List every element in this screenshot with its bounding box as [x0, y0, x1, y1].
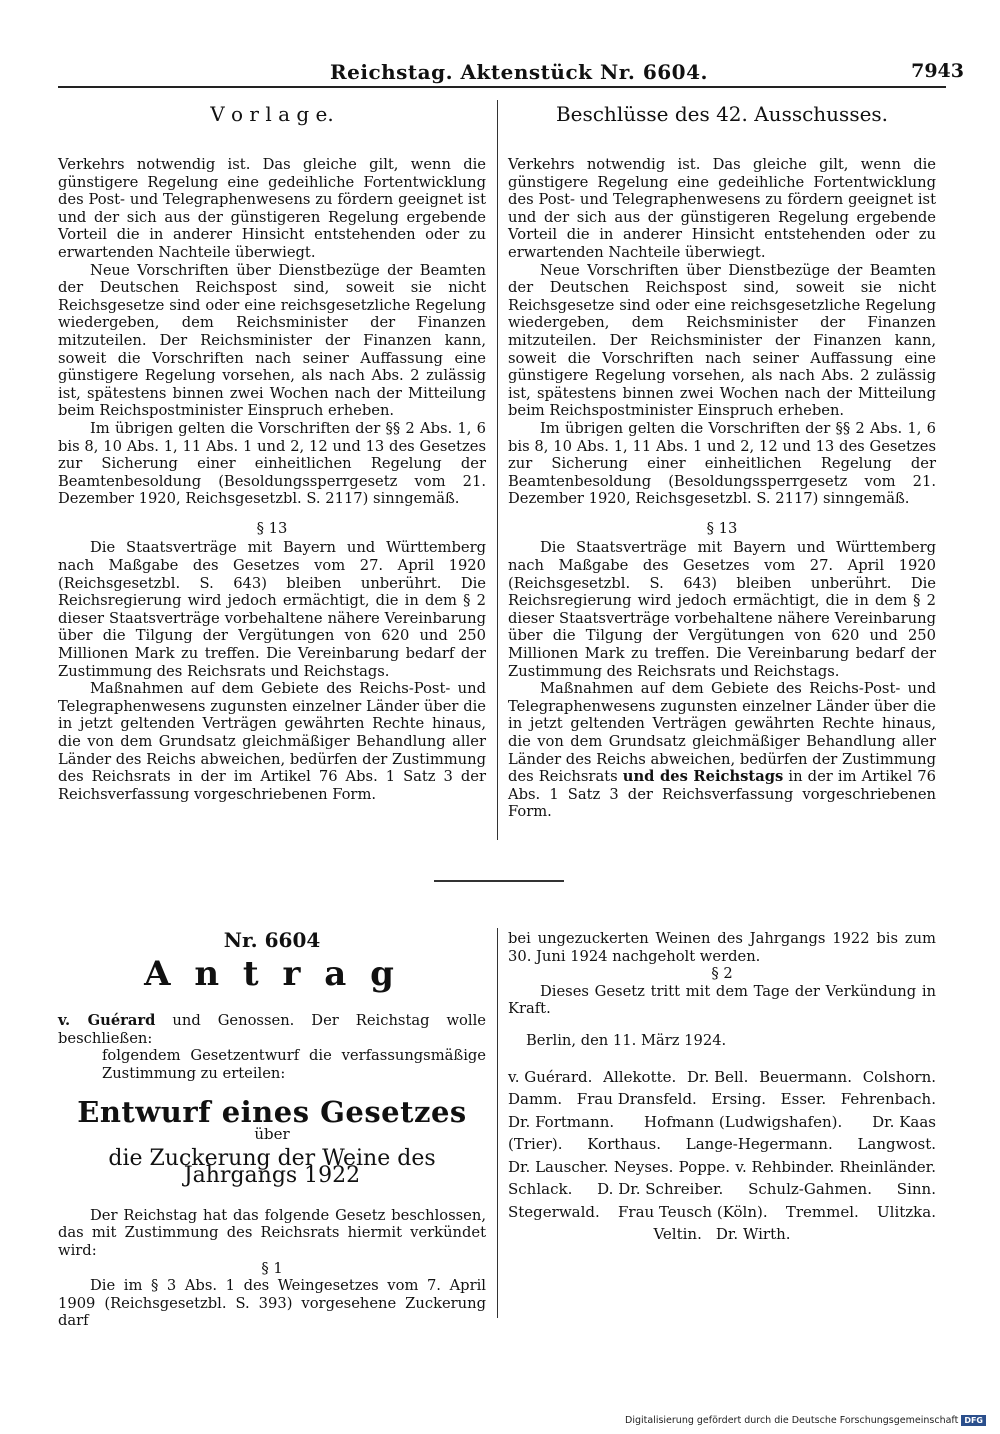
draft-law-ueber: über — [254, 1124, 290, 1143]
signer-name: v. Rehbinder. — [735, 1157, 835, 1176]
paragraph: Die Staatsverträge mit Bayern und Württemberg nach Maßgabe des Gesetzes vom 27. April 1920 (Reichsgesetzbl. S. 643) bleiben unberührt. Die Reichsregierung wird jedoch ermächtigt, die in dem § 2 dieser Staatsverträge vorbehaltene nähere Vereinbarung über die Tilgung der Vergütungen von 620 und 250 Millionen Mark zu treffen. Die Vereinbarung bedarf der Zustimmung des Reichsrats und Reichstags. — [508, 539, 936, 680]
signer-name: Poppe. — [678, 1157, 731, 1176]
signatories — [508, 1066, 936, 1246]
antrag-right-body — [508, 930, 936, 1246]
section-separator-rule — [434, 880, 564, 882]
credit-text: Digitalisierung gefördert durch die Deutsche Forschungsgemeinschaft — [625, 1415, 959, 1426]
page-number: 7943 — [911, 60, 964, 82]
signer-name: Hofmann (Ludwigshafen). — [644, 1112, 843, 1131]
amendment-bold-text: und des Reichstags — [622, 768, 784, 786]
text-run: und Genossen. Der Reichstag wolle beschließen: — [58, 1012, 486, 1047]
antrag-title: A n t r a g — [144, 954, 400, 994]
signer-name: Stegerwald. — [508, 1202, 600, 1221]
signer-name: Damm. — [508, 1090, 563, 1109]
document-number: Nr. 6604 — [223, 928, 321, 952]
draft-law-subtitle: die Zuckerung der Weine des Jahrgangs 1922 — [108, 1145, 436, 1189]
header-rule — [58, 86, 946, 88]
signer-name: Colshorn. — [862, 1067, 936, 1086]
signer-name: Esser. — [780, 1090, 827, 1109]
paragraph: Die Staatsverträge mit Bayern und Württemberg nach Maßgabe des Gesetzes vom 27. April 1920 (Reichsgesetzbl. S. 643) bleiben unberührt. Die Reichsregierung wird jedoch ermächtigt, die in dem § 2 dieser Staatsverträge vorbehaltene nähere Vereinbarung über die Tilgung der Vergütungen von 620 und 250 Millionen Mark zu treffen. Die Vereinbarung bedarf der Zustimmung des Reichsrats und Reichstags. — [58, 539, 486, 680]
dfg-logo: DFG — [961, 1415, 986, 1426]
antrag-left-body — [58, 1012, 486, 1330]
right-column-heading: Beschlüsse des 42. Ausschusses. — [555, 102, 889, 126]
section-1-continuation: bei ungezuckerten Weinen des Jahrgangs 1922 bis zum 30. Juni 1924 nachgeholt werden. — [508, 930, 936, 965]
signer-name: Veltin. — [653, 1225, 702, 1244]
left-column-body — [58, 156, 486, 803]
signer-name: Allekotte. — [603, 1067, 677, 1086]
paragraph: Maßnahmen auf dem Gebiete des Reichs-Post- und Telegraphenwesens zugunsten einzelner Länder über die in jetzt geltenden Verträgen gewährten Rechte hinaus, die von dem Grundsatz gleichmäßiger Behandlung aller Länder des Reichs abweichen, bedürfen der Zustimmung des Reichsrats in der im Artikel 76 Abs. 1 Satz 3 der Reichsverfassung vorgeschriebenen Form. — [58, 680, 486, 803]
signer-name: Neyses. — [613, 1157, 674, 1176]
section-heading: § 13 — [706, 519, 738, 537]
paragraph: Neue Vorschriften über Dienstbezüge der Beamten der Deutschen Reichspost sind, soweit sie nicht Reichsgesetze sind oder eine reichsgesetzliche Regelung wiedergeben, dem Reichsminister der Finanzen mitzuteilen. Der Reichsminister der Finanzen kann, soweit die Vorschriften nach seiner Auffassung eine günstigere Regelung vorsehen, als nach Abs. 2 zulässig ist, spätestens binnen zwei Wochen nach der Mitteilung beim Reichspostminister Einspruch erheben. — [58, 261, 486, 420]
signer-name: Dr. Bell. — [687, 1067, 749, 1086]
column-divider-top — [497, 100, 498, 840]
signer-line — [508, 1178, 936, 1201]
signer-name: Ersing. — [711, 1090, 767, 1109]
signer-line — [508, 1066, 936, 1089]
section-heading: § 2 — [711, 965, 733, 983]
draft-law-title: Entwurf eines Gesetzes — [77, 1095, 467, 1130]
column-divider-bottom — [497, 928, 498, 1318]
signer-name: Rheinländer. — [839, 1157, 936, 1176]
signer-line — [508, 1223, 936, 1246]
text-run: in der im Artikel 76 Abs. 1 Satz 3 der Reichsverfassung vorgeschriebenen Form. — [508, 768, 936, 821]
page-header-title: Reichstag. Aktenstück Nr. 6604. — [330, 60, 708, 84]
paragraph: Im übrigen gelten die Vorschriften der §§ 2 Abs. 1, 6 bis 8, 10 Abs. 1, 11 Abs. 1 und 2, 12 und 13 des Gesetzes zur Sicherung einer einheitlichen Regelung der Beamtenbesoldung (Besoldungssperrgesetz vom 21. Dezember 1920, Reichsgesetzbl. S. 2117) sinngemäß. — [58, 419, 486, 508]
resolution-text: folgendem Gesetzentwurf die verfassungsmäßige Zustimmung zu erteilen: — [102, 1047, 486, 1082]
signer-name: Frau Teusch (Köln). — [618, 1202, 768, 1221]
section-1-text: Die im § 3 Abs. 1 des Weingesetzes vom 7. April 1909 (Reichsgesetzbl. S. 393) vorgesehene Zuckerung darf — [58, 1277, 486, 1330]
text-run: Maßnahmen auf dem Gebiete des Reichs-Post- und Telegraphenwesens zugunsten einzelner Länder über die in jetzt geltenden Verträgen gewährten Rechte hinaus, die von dem Grundsatz gleichmäßiger Behandlung aller Länder des Reichs abweichen, bedürfen der Zustimmung des Reichsrats — [508, 680, 936, 786]
section-heading: § 1 — [261, 1259, 283, 1277]
signer-name: Frau Dransfeld. — [576, 1090, 697, 1109]
signer-name: Tremmel. — [785, 1202, 859, 1221]
enactment-clause: Der Reichstag hat das folgende Gesetz beschlossen, das mit Zustimmung des Reichsrats hiermit verkündet wird: — [58, 1206, 486, 1259]
signer-line — [508, 1088, 936, 1111]
signer-name: D. Dr. Schreiber. — [597, 1180, 724, 1199]
right-column-body — [508, 156, 936, 821]
sponsor-name: v. Guérard — [58, 1012, 156, 1029]
signer-line — [508, 1111, 936, 1134]
signer-name: Schulz-Gahmen. — [748, 1180, 872, 1199]
paragraph: Verkehrs notwendig ist. Das gleiche gilt, wenn die günstigere Regelung eine gedeihliche Fortentwicklung des Post- und Telegraphenwesens zu fördern geeignet ist und der sich aus der günstigeren Regelung ergebende Vorteil die in anderer Hinsicht entstehenden oder zu erwartenden Nachteile überwiegt. — [58, 156, 486, 261]
signer-name: v. Guérard. — [508, 1067, 593, 1086]
paragraph: Im übrigen gelten die Vorschriften der §§ 2 Abs. 1, 6 bis 8, 10 Abs. 1, 11 Abs. 1 und 2, 12 und 13 des Gesetzes zur Sicherung einer einheitlichen Regelung der Beamtenbesoldung (Besoldungssperrgesetz vom 21. Dezember 1920, Reichsgesetzbl. S. 2117) sinngemäß. — [508, 419, 936, 508]
signer-line — [508, 1201, 936, 1224]
left-column-heading: V o r l a g e. — [210, 102, 334, 126]
signer-name: Dr. Kaas — [872, 1112, 936, 1131]
paragraph — [508, 680, 936, 821]
section-heading: § 13 — [256, 519, 288, 537]
paragraph: Verkehrs notwendig ist. Das gleiche gilt, wenn die günstigere Regelung eine gedeihliche Fortentwicklung des Post- und Telegraphenwesens zu fördern geeignet ist und der sich aus der günstigeren Regelung ergebende Vorteil die in anderer Hinsicht entstehenden oder zu erwartenden Nachteile überwiegt. — [508, 156, 936, 261]
signer-name: Ulitzka. — [877, 1202, 936, 1221]
signer-line — [508, 1133, 936, 1156]
signer-name: Sinn. — [896, 1180, 936, 1199]
antrag-intro — [58, 1012, 486, 1047]
signer-name: Dr. Lauscher. — [508, 1157, 609, 1176]
signer-name: (Trier). — [508, 1135, 563, 1154]
signer-name: Langwost. — [857, 1135, 936, 1154]
paragraph: Neue Vorschriften über Dienstbezüge der Beamten der Deutschen Reichspost sind, soweit sie nicht Reichsgesetze sind oder eine reichsgesetzliche Regelung wiedergeben, dem Reichsminister der Finanzen mitzuteilen. Der Reichsminister der Finanzen kann, soweit die Vorschriften nach seiner Auffassung eine günstigere Regelung vorsehen, als nach Abs. 2 zulässig ist, spätestens binnen zwei Wochen nach der Mitteilung beim Reichspostminister Einspruch erheben. — [508, 261, 936, 420]
signer-name: Lange-Hegermann. — [685, 1135, 833, 1154]
signer-name: Fehrenbach. — [840, 1090, 936, 1109]
signer-line — [508, 1156, 936, 1179]
signer-name: Korthaus. — [587, 1135, 661, 1154]
digitization-credit — [625, 1415, 986, 1426]
signer-name: Beuermann. — [759, 1067, 852, 1086]
date-line: Berlin, den 11. März 1924. — [526, 1031, 727, 1049]
signer-name: Schlack. — [508, 1180, 573, 1199]
section-2-text: Dieses Gesetz tritt mit dem Tage der Verkündung in Kraft. — [508, 982, 936, 1018]
signer-name: Dr. Fortmann. — [508, 1112, 615, 1131]
signer-name: Dr. Wirth. — [715, 1225, 791, 1244]
